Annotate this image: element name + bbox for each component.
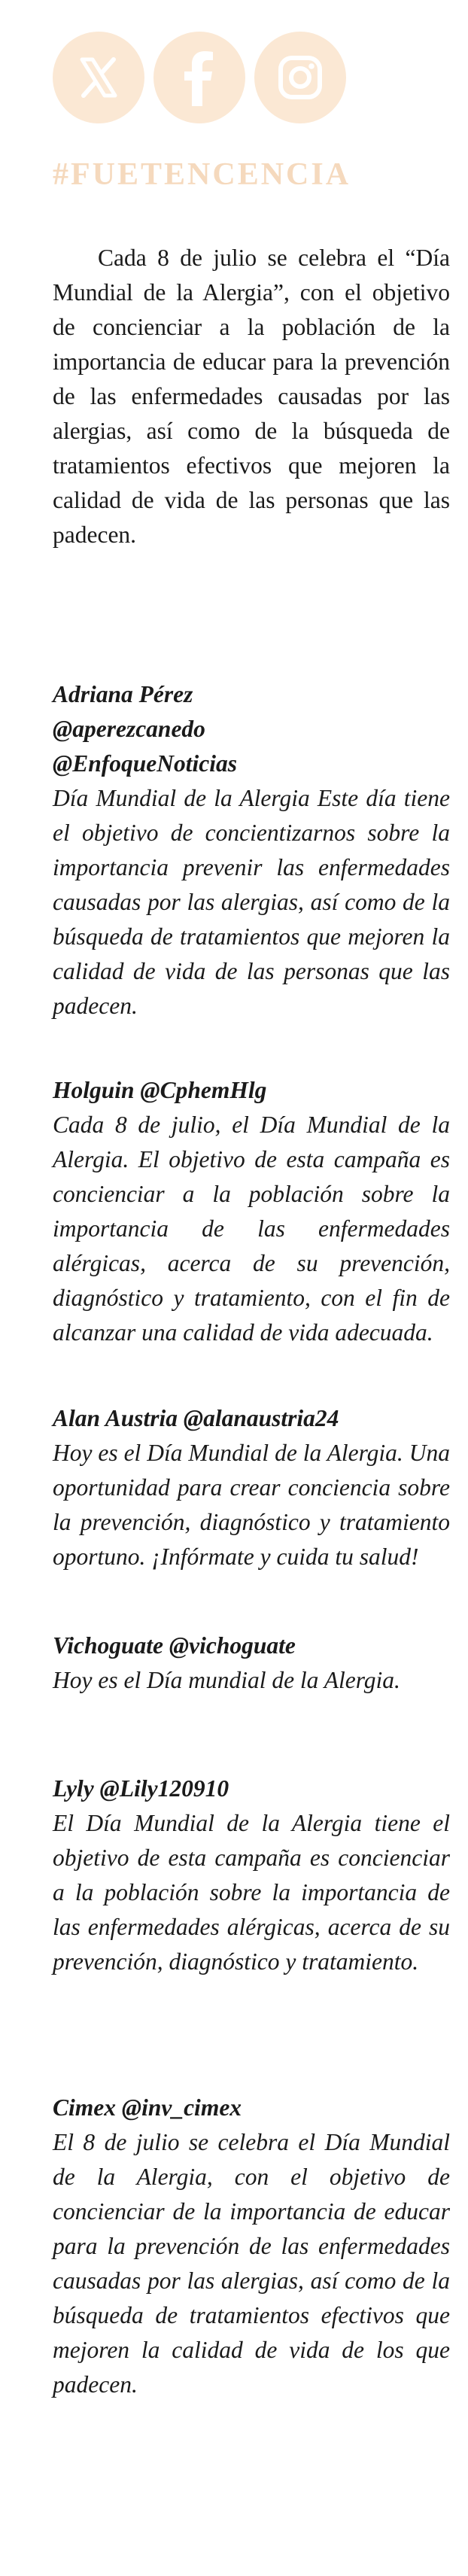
post-text: El 8 de julio se celebra el Día Mundial de la Alergia, con el objetivo de concienciar de la importancia de educar para la prevención de las enfermedades causadas por las alergias, así como de la búsqueda de tratamientos efectivos que mejoren la calidad de vida de los que padecen. <box>53 2129 450 2398</box>
post-alan-austria <box>53 1401 450 1574</box>
post-author: Cimex @inv_cimex <box>53 2094 242 2121</box>
post-author: Alan Austria @alanaustria24 <box>53 1405 339 1431</box>
post-adriana-perez <box>53 677 450 1023</box>
post-vichoguate <box>53 1629 450 1698</box>
post-author-handle: @aperezcanedo <box>53 716 205 742</box>
post-author: Vichoguate @vichoguate <box>53 1632 296 1659</box>
x-icon[interactable] <box>53 32 144 123</box>
post-author: Holguin @CphemHlg <box>53 1077 267 1103</box>
post-lyly <box>53 1772 450 1979</box>
post-cimex <box>53 2091 450 2402</box>
post-author-handle: @EnfoqueNoticias <box>53 750 237 777</box>
post-text: Hoy es el Día mundial de la Alergia. <box>53 1667 400 1693</box>
post-author: Adriana Pérez <box>53 681 193 707</box>
facebook-icon[interactable] <box>153 32 245 123</box>
instagram-icon[interactable] <box>254 32 346 123</box>
intro-paragraph: Cada 8 de julio se celebra el “Día Mundial de la Alergia”, con el objetivo de concienciar a la población de la importancia de educar para la prevención de las enfermedades causadas por las alergias, así como de la búsqueda de tratamientos efectivos que mejoren la calidad de vida de las personas que las padecen. <box>53 245 450 548</box>
hashtag-title: #FUETENCENCIA <box>53 157 351 192</box>
post-holguin <box>53 1073 450 1350</box>
post-text: El Día Mundial de la Alergia tiene el objetivo de esta campaña es concienciar a la población sobre la importancia de las enfermedades alérgicas, acerca de su prevención, diagnóstico y tratamiento. <box>53 1810 450 1975</box>
post-text: Cada 8 de julio, el Día Mundial de la Alergia. El objetivo de esta campaña es concienciar a la población sobre la importancia de las enfermedades alérgicas, acerca de su prevención, diagnóstico y tratamiento, con el fin de alcanzar una calidad de vida adecuada. <box>53 1112 450 1346</box>
post-text: Día Mundial de la Alergia Este día tiene el objetivo de concientizarnos sobre la importancia prevenir las enfermedades causadas por las alergias, así como de la búsqueda de tratamientos que mejoren la calidad de vida de las personas que las padecen. <box>53 785 450 1019</box>
post-text: Hoy es el Día Mundial de la Alergia. Una oportunidad para crear conciencia sobre la prevención, diagnóstico y tratamiento oportuno. ¡Infórmate y cuida tu salud! <box>53 1440 450 1570</box>
social-icons-row <box>53 32 346 123</box>
post-author: Lyly @Lily120910 <box>53 1775 229 1802</box>
